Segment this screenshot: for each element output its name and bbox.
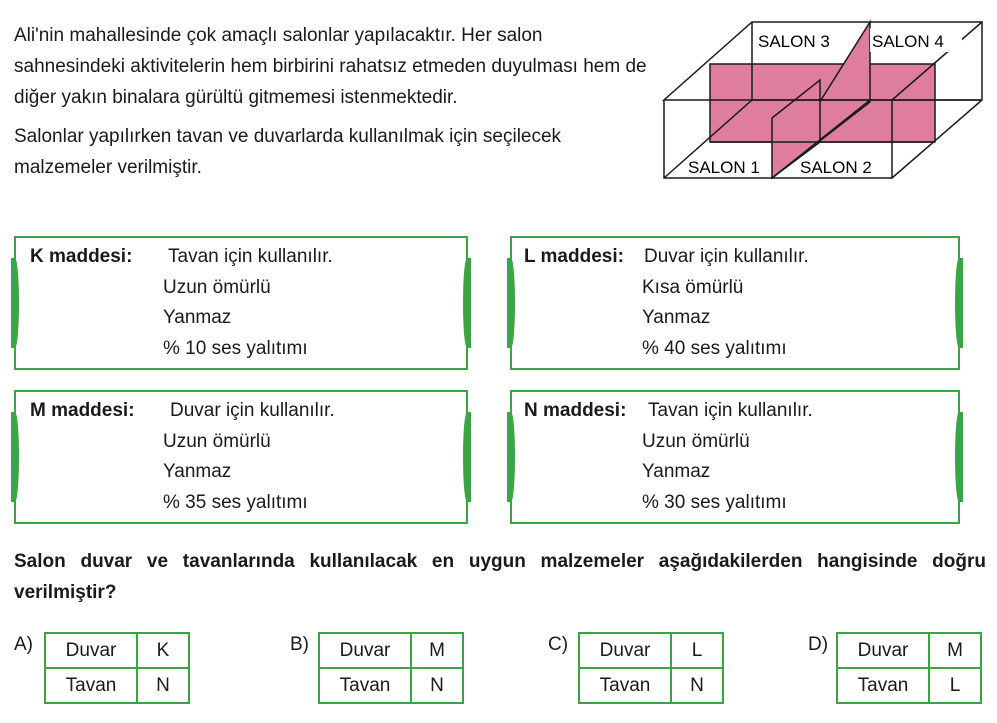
material-box-k: [14, 236, 468, 370]
option-cell: Tavan: [45, 668, 137, 703]
option-cell: Duvar: [45, 633, 137, 668]
option-cell: N: [671, 668, 723, 703]
option-table-c[interactable]: [578, 632, 724, 704]
salon-label: SALON 1: [688, 158, 760, 177]
question-text: Salon duvar ve tavanlarında kullanılacak en uygun malzemeler aşağıdakilerden hangisinde doğru verilmiştir?: [14, 551, 986, 603]
option-cell: Duvar: [837, 633, 929, 668]
option-cell: Tavan: [579, 668, 671, 703]
material-line: % 40 ses yalıtımı: [642, 337, 787, 359]
option-label-a[interactable]: A): [14, 634, 33, 655]
material-line: Yanmaz: [642, 461, 711, 482]
material-line: % 10 ses yalıtımı: [163, 337, 308, 359]
intro-paragraph-2: Salonlar yapılırken tavan ve duvarlarda kullanılmak için seçilecek malzemeler verilmiştir.: [14, 126, 562, 178]
salon-figure: [660, 16, 985, 184]
option-cell: Tavan: [319, 668, 411, 703]
option-cell: Tavan: [837, 668, 929, 703]
option-cell: M: [929, 633, 981, 668]
option-cell: L: [929, 668, 981, 703]
material-box-m: [14, 390, 468, 524]
material-line: Yanmaz: [642, 307, 711, 328]
intro-text: [14, 20, 654, 183]
material-line: Kısa ömürlü: [642, 276, 744, 298]
material-line: Uzun ömürlü: [642, 430, 750, 452]
option-cell: Duvar: [579, 633, 671, 668]
option-cell: N: [137, 668, 189, 703]
option-cell: K: [137, 633, 189, 668]
option-cell: L: [671, 633, 723, 668]
material-line: Tavan için kullanılır.: [648, 400, 813, 421]
option-cell: N: [411, 668, 463, 703]
material-key: M maddesi:: [30, 400, 135, 421]
salon-label: SALON 2: [800, 158, 872, 177]
material-line: Yanmaz: [163, 461, 232, 482]
salon-label: SALON 4: [872, 32, 944, 51]
material-line: Uzun ömürlü: [163, 276, 271, 298]
material-line: Duvar için kullanılır.: [170, 400, 335, 421]
material-box-l: [510, 236, 960, 370]
option-table-d[interactable]: [836, 632, 982, 704]
material-box-n: [510, 390, 960, 524]
option-cell: Duvar: [319, 633, 411, 668]
intro-paragraph-1: Ali'nin mahallesinde çok amaçlı salonlar yapılacaktır. Her salon sahnesindeki aktivitelerin hem birbirini rahatsız etmeden duyulması hem de diğer yakın binalara gürültü gitmemesi istenmektedir.: [14, 25, 647, 108]
material-line: Yanmaz: [163, 307, 232, 328]
option-table-a[interactable]: [44, 632, 190, 704]
option-cell: M: [411, 633, 463, 668]
material-key: N maddesi:: [524, 400, 627, 421]
material-line: Uzun ömürlü: [163, 430, 271, 452]
option-label-c[interactable]: C): [548, 634, 569, 655]
salon-label: SALON 3: [758, 32, 830, 51]
option-label-d[interactable]: D): [808, 634, 829, 655]
material-line: Duvar için kullanılır.: [644, 246, 809, 267]
material-line: % 30 ses yalıtımı: [642, 491, 787, 513]
option-label-b[interactable]: B): [290, 634, 309, 655]
option-table-b[interactable]: [318, 632, 464, 704]
material-line: % 35 ses yalıtımı: [163, 491, 308, 513]
material-key: K maddesi:: [30, 246, 133, 267]
material-line: Tavan için kullanılır.: [168, 246, 333, 267]
material-key: L maddesi:: [524, 246, 624, 267]
